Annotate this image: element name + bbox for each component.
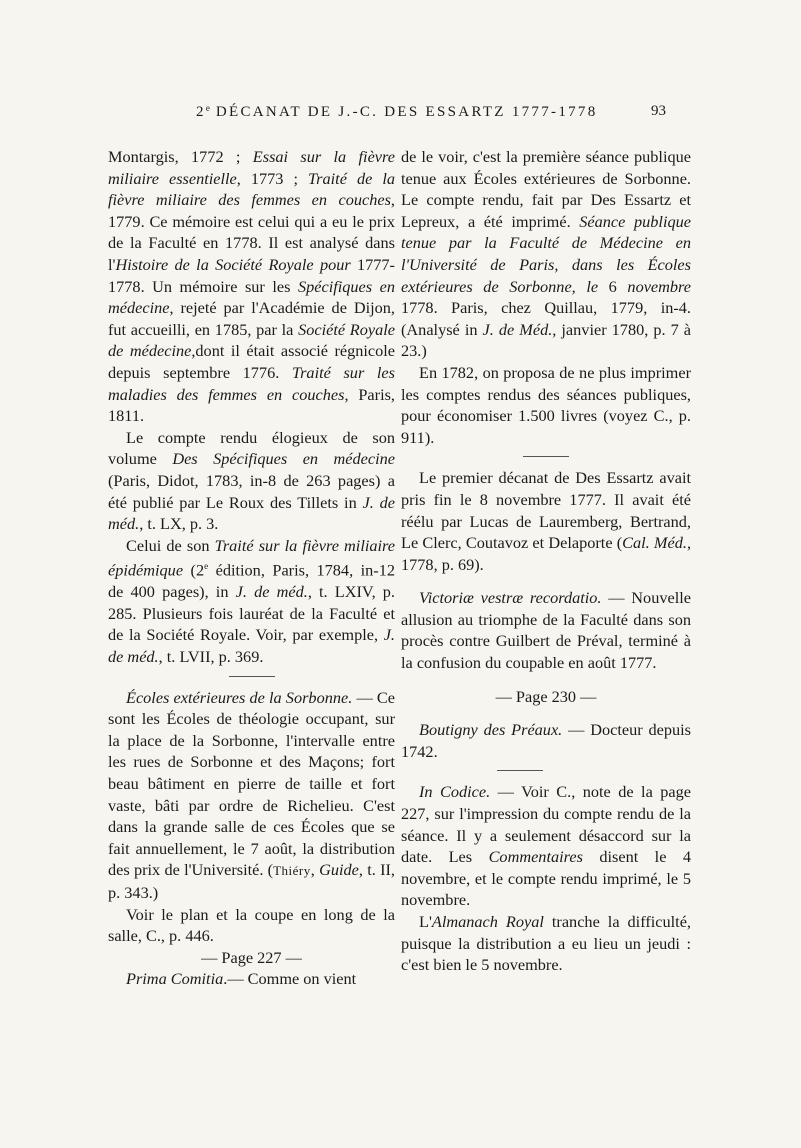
paragraph: Voir le plan et la coupe en long de la salle, C., p. 446. xyxy=(108,904,395,946)
paragraph: Victoriæ vestræ recordatio. — Nouvelle allusion au triomphe de la Faculté dans son procès contre Guilbert de Préval, terminé à la confusion du coupable en août 1777. xyxy=(401,588,691,673)
running-title: 2e DÉCANAT DE J.-C. DES ESSARTZ 1777-1778 xyxy=(196,103,598,120)
paragraph: L'Almanach Royal tranche la difficulté, puisque la distribution a eu lieu un jeudi : c'est bien le 5 novembre. xyxy=(401,912,691,975)
page-marker: — Page 230 — xyxy=(495,686,597,706)
page-marker: — Page 227 — xyxy=(201,947,302,967)
paragraph: In Codice. — Voir C., note de la page 227, sur l'impression du compte rendu de la séance. Il y a seulement désaccord sur la date. Les Commentaires disent le 4 novembre, et le compte rendu imprimé, le 5 novembre. xyxy=(401,782,691,910)
section-divider xyxy=(229,676,275,677)
paragraph: Prima Comitia.— Comme on vient xyxy=(126,969,357,989)
running-head xyxy=(0,103,801,125)
paragraph: Le premier décanat de Des Essartz avait pris fin le 8 novembre 1777. Il avait été réélu par Lucas de Lauremberg, Bertrand, Le Clerc, Coutavoz et Delaporte (Cal. Méd., 1778, p. 69). xyxy=(401,468,692,574)
paragraph: En 1782, on proposa de ne plus imprimer les comptes rendus des séances publiques, pour économiser 1.500 livres (voyez C., p. 911). xyxy=(401,362,691,447)
paragraph: Celui de son Traité sur la fièvre miliaire épidémique (2e édition, Paris, 1784, in-12 de 400 pages), in J. de méd., t. LXIV, p. 285. Plusieurs fois lauréat de la Faculté et de la Société Royale. Voir, par exemple, J. de méd., t. LVII, p. 369. xyxy=(108,535,396,667)
section-divider xyxy=(523,456,569,457)
paragraph: Le compte rendu élogieux de son volume Des Spécifiques en médecine (Paris, Didot, 1783, in-8 de 263 pages) a été publié par Le Roux des Tillets in J. de méd., t. LX, p. 3. xyxy=(108,427,396,534)
paragraph: Écoles extérieures de la Sorbonne. — Ce sont les Écoles de théologie occupant, sur la place de la Sorbonne, l'intervalle entre les rues de Sorbonne et des Maçons; fort beau bâtiment en pierre de taille et fort vaste, bâti par ordre de Richelieu. C'est dans la grande salle de ces Écoles que se fait annuellement, le 7 août, la distribution des prix de l'Université. (Thiéry, Guide, t. II, p. 343.) xyxy=(108,687,396,903)
section-divider xyxy=(497,770,543,771)
paragraph: de le voir, c'est la première séance publique tenue aux Écoles extérieures de Sorbonne. Le compte rendu, fait par Des Essartz et Lepreux, a été imprimé. Séance publique tenue par la Faculté de Médecine en l'Université de Paris, dans les Écoles extérieures de Sorbonne, le 6 novembre 1778. Paris, chez Quillau, 1779, in-4. (Analysé in J. de Méd., janvier 1780, p. 7 à 23.) xyxy=(401,147,692,361)
paragraph: Montargis, 1772 ; Essai sur la fièvre miliaire essentielle, 1773 ; Traité de la fièvre miliaire des femmes en couches, 1779. Ce mémoire est celui qui a eu le prix de la Faculté en 1778. Il est analysé dans l'Histoire de la Société Royale pour 1777-1778. Un mémoire sur les Spécifiques en médecine, rejeté par l'Académie de Dijon, fut accueilli, en 1785, par la Société Royale de médecine,dont il était associé régnicole depuis septembre 1776. Traité sur les maladies des femmes en couches, Paris, 1811. xyxy=(108,147,396,426)
left-column xyxy=(108,146,395,990)
right-column xyxy=(401,146,691,976)
paragraph: Boutigny des Préaux. — Docteur depuis 1742. xyxy=(401,720,691,761)
page-number: 93 xyxy=(651,103,666,119)
